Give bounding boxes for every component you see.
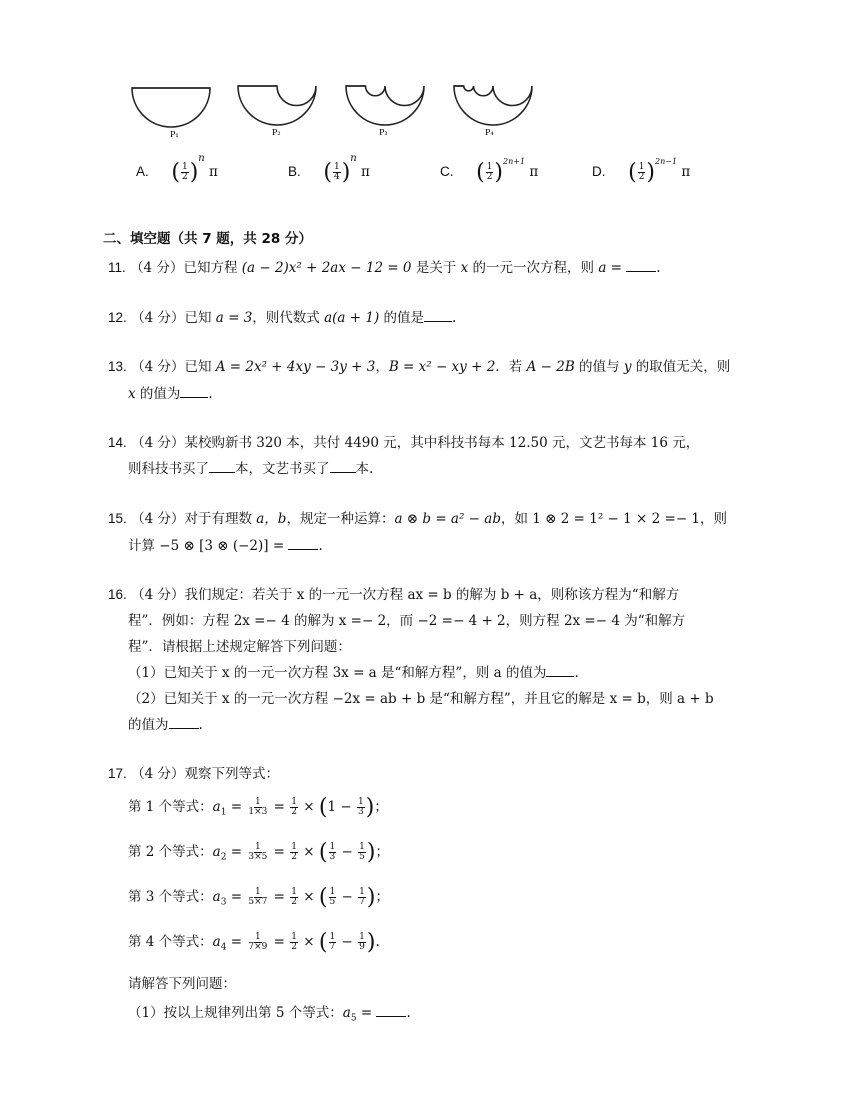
figure-label-p2: P₂: [272, 128, 281, 137]
question-16-sub2: （2）已知关于 x 的一元一次方程 −2x = ab + b 是“和解方程”，并且它的解是 x = b，则 a + b: [128, 691, 714, 707]
answer-blank[interactable]: [424, 308, 452, 322]
question-15: 15. （4 分）对于有理数 a，b，规定一种运算：a ⊗ b = a² − ab，如 1 ⊗ 2 = 1² − 1 × 2 =− 1，则: [108, 511, 728, 527]
option-c[interactable]: C. ( $\frac{1}{2}$ )$^{2n+1}$ π: [440, 157, 539, 185]
option-letter: B.: [288, 164, 301, 179]
option-letter: D.: [592, 164, 606, 179]
figure-p2: [238, 86, 316, 125]
figure-label-p1: P₁: [170, 130, 179, 139]
answer-blank[interactable]: [626, 258, 656, 272]
answer-blank[interactable]: [209, 459, 235, 473]
figure-p1: [132, 88, 210, 127]
answer-blank[interactable]: [330, 459, 356, 473]
question-16: 16. （4 分）我们规定：若关于 x 的一元一次方程 ax = b 的解为 b + a，则称该方程为“和解方: [108, 587, 680, 603]
question-15-line2: 计算 −5 ⊗ [3 ⊗ (−2)] = .: [128, 538, 323, 554]
question-16-sub1: （1）已知关于 x 的一元一次方程 3x = a 是“和解方程”，则 a 的值为 .: [128, 665, 579, 681]
option-d[interactable]: D. ( $\frac{1}{2}$ )$^{2n-1}$ π: [592, 157, 691, 185]
question-16-sub2-line2: 的值为 .: [128, 717, 203, 733]
question-16-line3: 程”．请根据上述规定解答下列问题：: [128, 639, 351, 655]
answer-blank[interactable]: [288, 536, 318, 550]
question-11: 11. （4 分）已知方程 (a − 2)x² + 2ax − 12 = 0 是关于 x 的一元一次方程，则 a = .: [108, 260, 661, 276]
question-17: 17. （4 分）观察下列等式：: [108, 766, 279, 782]
question-13: 13. （4 分）已知 A = 2x² + 4xy − 3y + 3，B = x² − xy + 2．若 A − 2B 的值与 y 的取值无关，则: [108, 359, 731, 375]
question-17-sub1: （1）按以上规律列出第 5 个等式：$a_5$ = .: [128, 1005, 411, 1024]
figure-p4: [454, 86, 532, 125]
answer-blank[interactable]: [180, 384, 208, 398]
figure-label-p3: P₃: [379, 128, 388, 137]
equation-row-2: 第 2 个等式：$a_2$ = $\frac{1}{3\times 5}$ = $\frac{1}{2}$ × ( $\frac{1}{3}$ − $\frac{1}{5}$ )；: [128, 840, 389, 865]
question-16-line2: 程”．例如：方程 2x =− 4 的解为 x =− 2，而 −2 =− 4 + 2，则方程 2x =− 4 为“和解方: [128, 613, 686, 629]
section-heading: 二、填空题（共 7 题，共 28 分）: [103, 231, 312, 247]
question-17-prompt: 请解答下列问题：: [128, 976, 236, 992]
option-b[interactable]: B. ( $\frac{1}{4}$ )$^n$ π: [288, 152, 370, 185]
question-14-line2: 则科技书买了 本，文艺书买了 本.: [128, 461, 374, 477]
question-12: 12. （4 分）已知 a = 3，则代数式 a(a + 1) 的值是 .: [108, 310, 457, 326]
equation-row-1: 第 1 个等式：$a_1$ = $\frac{1}{1\times 3}$ = $\frac{1}{2}$ × (1 − $\frac{1}{3}$ )；: [128, 795, 388, 820]
question-13-line2: x 的值为 .: [128, 386, 213, 402]
equation-row-3: 第 3 个等式：$a_3$ = $\frac{1}{5\times 7}$ = $\frac{1}{2}$ × ( $\frac{1}{5}$ − $\frac{1}{7}$ )；: [128, 885, 389, 910]
figure-p3: [346, 86, 424, 125]
question-14: 14. （4 分）某校购新书 320 本，共付 4490 元，其中科技书每本 12.50 元，文艺书每本 16 元，: [108, 435, 700, 451]
option-letter: C.: [440, 164, 454, 179]
option-letter: A.: [136, 164, 149, 179]
answer-blank[interactable]: [376, 1003, 406, 1017]
answer-blank[interactable]: [169, 715, 199, 729]
figure-label-p4: P₄: [485, 128, 494, 137]
equation-row-4: 第 4 个等式：$a_4$ = $\frac{1}{7\times 9}$ = $\frac{1}{2}$ × ( $\frac{1}{7}$ − $\frac{1}{9}$ ).: [128, 930, 380, 955]
option-a[interactable]: A. ( $\frac{1}{2}$ )$^n$ π: [136, 152, 218, 185]
answer-blank[interactable]: [546, 663, 574, 677]
semicircle-figures: [120, 78, 540, 140]
